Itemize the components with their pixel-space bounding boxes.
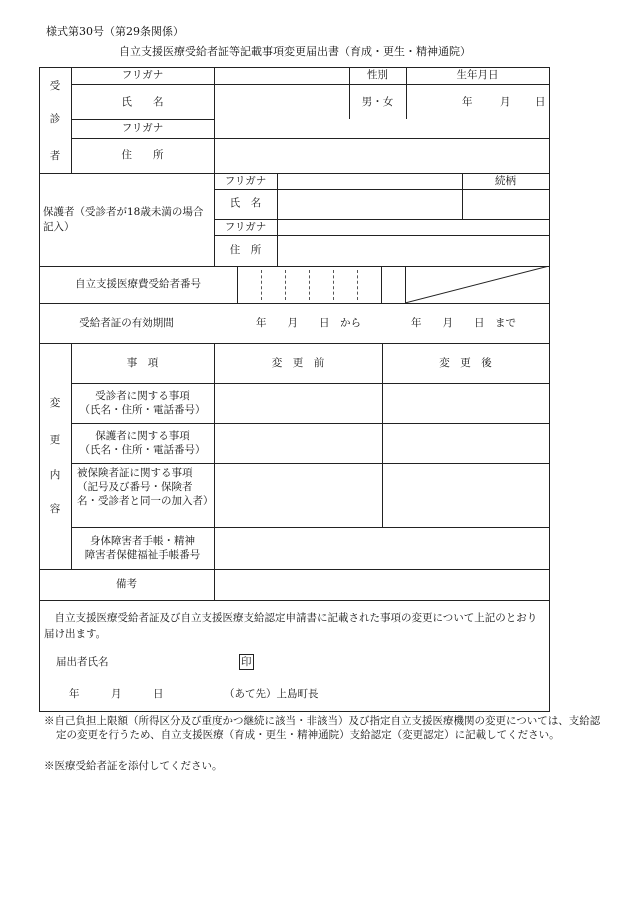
patient-group-char-2: 診 (49, 113, 61, 125)
guardian-label: 保護者（受診者が18歳未満の場合記入） (43, 206, 204, 233)
patient-address-field[interactable] (215, 139, 548, 172)
patient-furigana-label: フリガナ (121, 69, 164, 81)
guardian-name-field[interactable] (278, 190, 461, 218)
patient-group-char-3: 者 (49, 150, 61, 162)
relation-label: 続柄 (495, 175, 516, 187)
birthdate-label: 生年月日 (456, 69, 499, 81)
change-row-guardian: 保護者に関する事項 （氏名・住所・電話番号） (79, 430, 206, 456)
birth-month-label: 月 (500, 96, 511, 108)
birth-day-label: 日 (535, 96, 546, 108)
validity-label: 受給者証の有効期間 (79, 317, 174, 329)
recipient-number-label: 自立支援医療費受給者番号 (75, 278, 201, 290)
change-patient-after-field[interactable] (383, 384, 548, 422)
seal-mark: 印 (241, 656, 252, 668)
sex-label: 性別 (367, 69, 388, 81)
patient-furigana-field[interactable] (215, 68, 348, 83)
guardian-furigana-label: フリガナ (224, 175, 267, 187)
changes-group-char-3: 内 (49, 469, 61, 481)
applicant-label: 届出者氏名 (56, 656, 109, 668)
note-2: ※医療受給者証を添付してください。 (44, 760, 223, 772)
form-id: 様式第30号（第29条関係） (46, 25, 184, 38)
birth-year-label: 年 (462, 96, 473, 108)
change-row-patient: 受診者に関する事項 （氏名・住所・電話番号） (79, 390, 206, 416)
changes-group-char-1: 変 (49, 397, 61, 409)
addressee: （あて先）上島町長 (224, 688, 319, 700)
col-after-header: 変 更 後 (439, 357, 492, 369)
patient-group-char-1: 受 (49, 80, 61, 92)
col-before-header: 変 更 前 (271, 357, 325, 369)
validity-to: 年 月 日 まで (411, 317, 516, 329)
validity-from: 年 月 日 から (256, 317, 361, 329)
note-1: ※自己負担上限額（所得区分及び重度かつ継続に該当・非該当）及び指定自立支援医療機関の変更については、支給認定の変更を行うため、自立支援医療（育成・更生・精神通院）支給認定（変更認定）に記載してください。 (44, 715, 601, 741)
declaration-date: 年 月 日 (69, 688, 164, 700)
recipient-number-field[interactable] (238, 267, 404, 302)
changes-group-char-4: 容 (49, 503, 61, 515)
patient-name-label: 氏 名 (121, 96, 164, 108)
remarks-field[interactable] (215, 570, 548, 599)
change-patient-before-field[interactable] (215, 384, 381, 422)
changes-group-char-2: 更 (49, 434, 61, 446)
guardian-address-field[interactable] (278, 236, 548, 265)
patient-furigana2-label: フリガナ (121, 122, 164, 134)
remarks-label: 備考 (116, 578, 137, 590)
guardian-furigana2-label: フリガナ (224, 221, 267, 233)
page-title: 自立支援医療受給者証等記載事項変更届出書（育成・更生・精神通院） (119, 45, 471, 58)
col-item-header: 事 項 (126, 357, 159, 369)
patient-address-label: 住 所 (121, 149, 164, 161)
declaration-text: 自立支援医療受給者証及び自立支援医療支給認定申請書に記載された事項の変更について上記のとおり届け出ます。 (44, 612, 538, 640)
change-row-insurance: 被保険者証に関する事項（記号及び番号・保険者名・受診者と同一の加入者） (77, 467, 214, 507)
patient-name-field[interactable] (215, 85, 348, 118)
guardian-address-label: 住 所 (229, 244, 262, 256)
guardian-name-label: 氏 名 (229, 197, 262, 209)
sex-options[interactable]: 男・女 (361, 96, 394, 108)
diagonal-slash (405, 266, 550, 303)
change-row-handbook: 身体障害者手帳・精神 障害者保健福祉手帳番号 (84, 535, 201, 561)
